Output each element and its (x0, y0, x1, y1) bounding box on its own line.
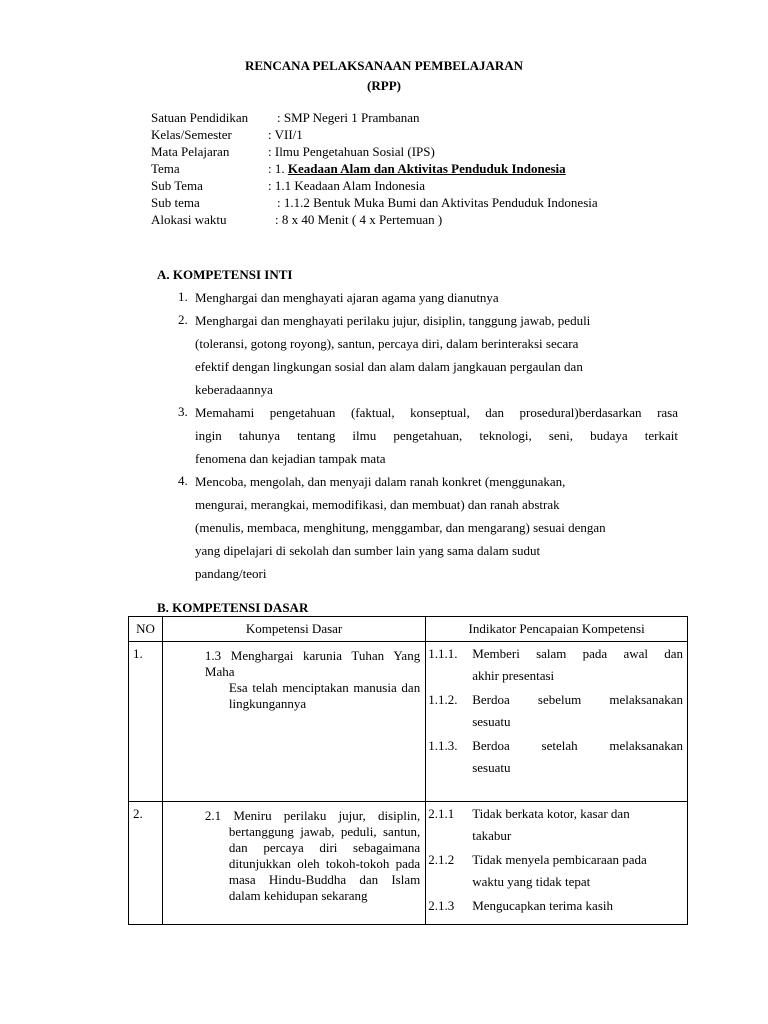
indicator-text: Berdoa setelah melaksanakan (472, 738, 683, 753)
indicator-code: 2.1.1 (428, 806, 455, 821)
document-subtitle: (RPP) (367, 78, 401, 93)
kd-cell (162, 642, 425, 802)
indicator-text: Berdoa sebelum melaksanakan (472, 692, 683, 707)
identity-label: Sub Tema (151, 178, 203, 193)
identity-label: Mata Pelajaran (151, 144, 230, 159)
indicator-text: sesuatu (472, 714, 511, 729)
kompetensi-dasar-table (128, 616, 688, 925)
identity-label: Tema (151, 161, 180, 176)
list-item (178, 473, 678, 588)
kd-line: masa Hindu-Buddha dan Islam (228, 872, 421, 887)
identity-label: Satuan Pendidikan (151, 110, 249, 125)
list-item (178, 404, 678, 473)
table-row (129, 642, 688, 802)
list-line: Memahami pengetahuan (faktual, konseptual, dan prosedural)berdasarkan rasa (195, 405, 678, 420)
list-line: fenomena dan kejadian tampak mata (195, 451, 386, 466)
indicator-text: waktu yang tidak tepat (472, 874, 591, 889)
kd-cell (162, 802, 425, 925)
list-number: 1. (178, 289, 188, 304)
column-header-indikator: Indikator Pencapaian Kompetensi (426, 617, 688, 642)
list-number: 3. (178, 404, 188, 419)
list-line: Menghargai dan menghayati perilaku jujur, disiplin, tanggung jawab, peduli (195, 313, 591, 328)
indicator-text: Mengucapkan terima kasih (472, 898, 613, 913)
list-number: 2. (178, 312, 188, 327)
indicator-text: sesuatu (472, 760, 511, 775)
identity-label: Alokasi waktu (151, 212, 227, 227)
list-line: yang dipelajari di sekolah dan sumber lain yang sama dalam sudut (195, 543, 541, 558)
list-line: Menghargai dan menghayati ajaran agama yang dianutnya (195, 290, 499, 305)
indicator-item (428, 898, 683, 924)
table-header-row (129, 617, 688, 642)
list-item (178, 289, 678, 312)
kd-line: lingkungannya (228, 696, 307, 711)
indicator-text: Tidak berkata kotor, kasar dan (472, 806, 630, 821)
identity-value: : VII/1 (268, 127, 303, 142)
indicator-code: 1.1.3. (428, 738, 458, 753)
kompetensi-inti-list (178, 289, 678, 588)
indicator-code: 1.1.2. (428, 692, 458, 707)
indicator-cell (426, 802, 688, 925)
indicator-code: 1.1.1. (428, 646, 458, 661)
section-b-heading: B. KOMPETENSI DASAR (157, 600, 309, 615)
kd-line: bertanggung jawab, peduli, santun, (228, 824, 421, 839)
list-line: mengurai, merangkai, memodifikasi, dan membuat) dan ranah abstrak (195, 497, 560, 512)
identity-value: : 8 x 40 Menit ( 4 x Pertemuan ) (275, 212, 443, 227)
row-number: 2. (129, 802, 163, 925)
list-line: pandang/teori (195, 566, 267, 581)
kd-line: dan percaya diri sebagaimana (228, 840, 421, 855)
theme-title: Keadaan Alam dan Aktivitas Penduduk Indonesia (287, 161, 566, 176)
table-row (129, 802, 688, 925)
indicator-text: akhir presentasi (472, 668, 555, 683)
identity-value: : SMP Negeri 1 Prambanan (277, 110, 420, 125)
list-line: (toleransi, gotong royong), santun, percaya diri, dalam berinteraksi secara (195, 336, 579, 351)
list-line: ingin tahunya tentang ilmu pengetahuan, teknologi, seni, budaya terkait (195, 428, 678, 443)
indicator-code: 2.1.3 (428, 898, 455, 913)
row-number: 1. (129, 642, 163, 802)
identity-label: Sub tema (151, 195, 200, 210)
list-line: keberadaannya (195, 382, 273, 397)
section-a-heading: A. KOMPETENSI INTI (157, 267, 293, 282)
indicator-item (428, 852, 683, 898)
indicator-item (428, 806, 683, 852)
identity-label: Kelas/Semester (151, 127, 232, 142)
indicator-item (428, 738, 683, 784)
column-header-no: NO (129, 617, 163, 642)
list-number: 4. (178, 473, 188, 488)
list-line: (menulis, membaca, menghitung, menggambar, dan mengarang) sesuai dengan (195, 520, 606, 535)
indicator-text: Tidak menyela pembicaraan pada (472, 852, 647, 867)
identity-value: : 1.1.2 Bentuk Muka Bumi dan Aktivitas Penduduk Indonesia (277, 195, 598, 210)
kd-line: Esa telah menciptakan manusia dan (228, 680, 421, 695)
list-line: Mencoba, mengolah, dan menyaji dalam ranah konkret (menggunakan, (195, 474, 566, 489)
kd-line: ditunjukkan oleh tokoh-tokoh pada (228, 856, 421, 871)
theme-prefix: : 1. (268, 161, 285, 176)
list-item (178, 312, 678, 404)
indicator-text: Memberi salam pada awal dan (472, 646, 683, 661)
identity-value (268, 161, 566, 177)
list-line: efektif dengan lingkungan sosial dan alam dalam jangkauan pergaulan dan (195, 359, 583, 374)
column-header-kd: Kompetensi Dasar (162, 617, 425, 642)
indicator-code: 2.1.2 (428, 852, 455, 867)
identity-value: : Ilmu Pengetahuan Sosial (IPS) (268, 144, 435, 159)
indicator-item (428, 692, 683, 738)
identity-value: : 1.1 Keadaan Alam Indonesia (268, 178, 426, 193)
document-title: RENCANA PELAKSANAAN PEMBELAJARAN (244, 58, 524, 73)
kd-line: dalam kehidupan sekarang (228, 888, 368, 903)
indicator-cell (426, 642, 688, 802)
indicator-item (428, 646, 683, 692)
indicator-text: takabur (472, 828, 512, 843)
kd-line: 1.3 Menghargai karunia Tuhan Yang Maha (204, 648, 421, 679)
kd-line: 2.1 Meniru perilaku jujur, disiplin, (204, 808, 421, 823)
